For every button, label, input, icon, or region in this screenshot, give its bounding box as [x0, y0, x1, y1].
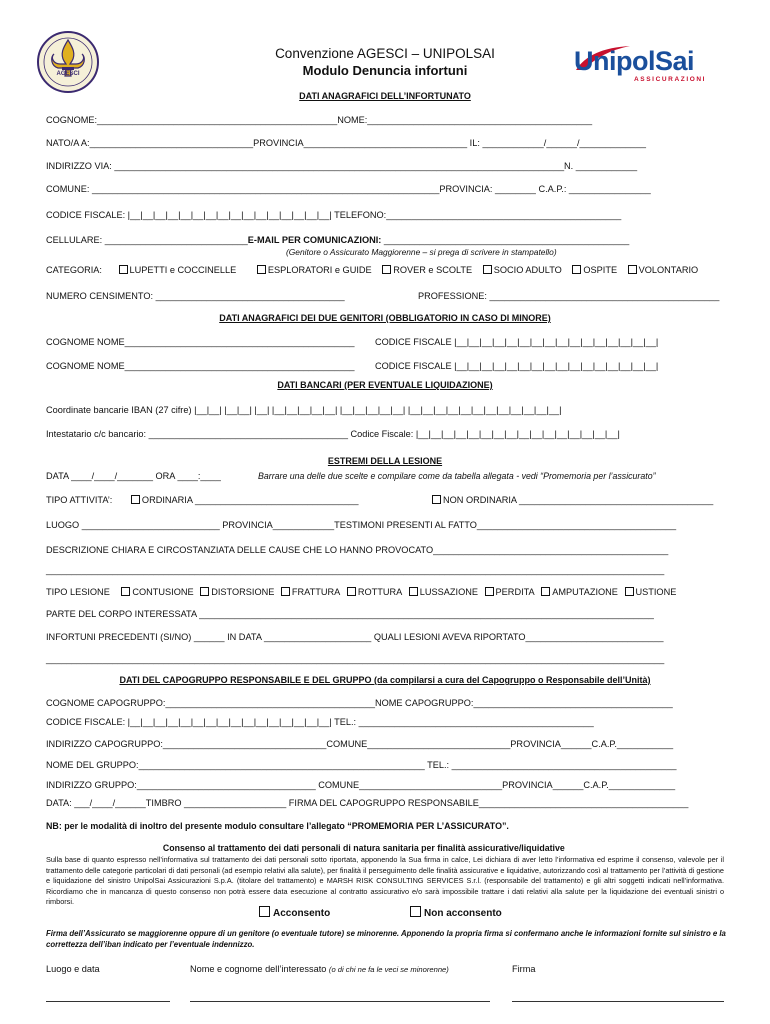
row-censimento[interactable]: NUMERO CENSIMENTO: _____________________________________: [46, 291, 345, 301]
row-data-timbro-firma[interactable]: DATA: ___/____/______TIMBRO ____________________ FIRMA DEL CAPOGRUPPO RESPONSABILE_________________________________________: [46, 798, 689, 808]
row-categoria: [46, 265, 698, 275]
checkbox-icon: [131, 495, 140, 504]
row-infortuni-precedenti[interactable]: INFORTUNI PRECEDENTI (SI/NO) ______ IN DATA _____________________ QUALI LESIONI AVEVA RIPORTATO___________________________: [46, 632, 664, 642]
checkbox-rottura[interactable]: ROTTURA: [347, 587, 402, 597]
checkbox-icon: [541, 587, 550, 596]
checkbox-icon: [432, 495, 441, 504]
genitore2-nome[interactable]: COGNOME NOME_____________________________________________: [46, 361, 355, 371]
firma-line[interactable]: [512, 1001, 724, 1002]
section-lesione: ESTREMI DELLA LESIONE: [327, 456, 443, 466]
nome-cognome-note: (o di chi ne fa le veci se minorenne): [328, 965, 449, 974]
checkbox-icon: [572, 265, 581, 274]
checkbox-socio-adulto[interactable]: SOCIO ADULTO: [483, 265, 562, 275]
row-capogruppo-cf[interactable]: CODICE FISCALE: |__|__|__|__|__|__|__|__|__|__|__|__|__|__|__|__| TEL.: ______________________________________________: [46, 717, 594, 727]
checkbox-icon: [259, 906, 270, 917]
row-parte-corpo[interactable]: PARTE DEL CORPO INTERESSATA _________________________________________________________________________________________: [46, 609, 654, 619]
checkbox-acconsento[interactable]: Acconsento: [259, 906, 330, 919]
checkbox-icon: [625, 587, 634, 596]
privacy-title: Consenso al trattamento dei dati personali di natura sanitaria per finalità assicurative/liquidative: [162, 843, 565, 853]
cellulare-field[interactable]: CELLULARE: ____________________________: [46, 235, 248, 245]
firma-label: Firma: [512, 964, 536, 974]
email-field[interactable]: ________________________________________________: [381, 235, 630, 245]
nome-cognome-line[interactable]: [190, 1001, 490, 1002]
page-subtitle: Modulo Denuncia infortuni: [302, 63, 468, 78]
checkbox-non-ordinaria[interactable]: NON ORDINARIA ______________________________________: [432, 495, 713, 505]
row-indirizzo[interactable]: INDIRIZZO VIA: ________________________________________________________________________________________N. ____________: [46, 161, 638, 171]
checkbox-amputazione[interactable]: AMPUTAZIONE: [541, 587, 618, 597]
firma-note: Firma dell’Assicurato se maggiorenne oppure di un genitore (o eventuale tutore) se minorenne. Apponendo la propria firma si confermano anche le informazioni fornite sul sinistro e la correttezza dell’iban indicato per l’eventuale indennizzo.: [46, 929, 726, 949]
checkbox-icon: [121, 587, 130, 596]
checkbox-icon: [485, 587, 494, 596]
checkbox-icon: [281, 587, 290, 596]
checkbox-icon: [257, 265, 266, 274]
checkbox-ustione[interactable]: USTIONE: [625, 587, 677, 597]
checkbox-frattura[interactable]: FRATTURA: [281, 587, 340, 597]
checkbox-icon: [483, 265, 492, 274]
row-nascita[interactable]: NATO/A A:________________________________PROVINCIA________________________________ IL: ____________/______/_____________: [46, 138, 646, 148]
page-title: Convenzione AGESCI – UNIPOLSAI: [275, 46, 495, 61]
email-label: E-MAIL PER COMUNICAZIONI:: [247, 235, 382, 245]
checkbox-rover[interactable]: ROVER e SCOLTE: [382, 265, 472, 275]
checkbox-icon: [628, 265, 637, 274]
row-indirizzo-gruppo[interactable]: INDIRIZZO GRUPPO:___________________________________ COMUNE____________________________PROVINCIA______C.A.P._____________: [46, 780, 676, 790]
row-cognome-nome[interactable]: COGNOME:_______________________________________________NOME:____________________________________________: [46, 115, 593, 125]
agesci-logo-text: AGESCI: [56, 71, 80, 77]
checkbox-non-acconsento[interactable]: Non acconsento: [410, 906, 502, 919]
checkbox-ospite[interactable]: OSPITE: [572, 265, 617, 275]
checkbox-lussazione[interactable]: LUSSAZIONE: [409, 587, 478, 597]
checkbox-distorsione[interactable]: DISTORSIONE: [200, 587, 274, 597]
checkbox-volontario[interactable]: VOLONTARIO: [628, 265, 699, 275]
row-nome-gruppo[interactable]: NOME DEL GRUPPO:________________________________________________________ TEL.: ____________________________________________: [46, 760, 677, 770]
checkbox-icon: [347, 587, 356, 596]
privacy-text: Sulla base di quanto espresso nell’informativa sul trattamento dei dati personali sotto riportata, apponendo la Sua firma in calce, Lei dichiara di aver letto l’informativa ed esprime il consenso, valevole per il trattamento delle categorie particolari di dati personali (ad esempio relativi alla salute), per finalità il perseguimento delle finalità assicurative e liquidative, autorizzando così al trattamento per l’attività di gestione e liquidazione del sinistro UnipolSai Assicurazioni S.p.A. (titolare del trattamento) e MARSH RISK CONSULTING SERVICES S.r.l. (responsabile del trattamento) e gli altri soggetti indicati nell’informativa. Ricordiamo che in mancanza di questo consenso non potrà essere data esecuzione al contratto assicurativo e/o sarà impossibile trattare i dati relativi alla salute per la liquidazione dei eventuali sinistri o rimborsi.: [46, 855, 724, 907]
checkbox-icon: [200, 587, 209, 596]
barrare-note: Barrare una delle due scelte e compilare come da tabella allegata - vedi “Promemoria per l’assicurato”: [258, 471, 656, 481]
row-comune[interactable]: COMUNE: ____________________________________________________________________PROVINCIA: ________ C.A.P.: ________________: [46, 184, 651, 194]
row-professione[interactable]: PROFESSIONE: _____________________________________________: [418, 291, 720, 301]
row-data-ora[interactable]: DATA ____/____/_______ ORA ____:____: [46, 471, 221, 481]
genitore1-cf[interactable]: CODICE FISCALE |__|__|__|__|__|__|__|__|__|__|__|__|__|__|__|__|: [375, 337, 659, 347]
row-tipo-attivita: [46, 495, 359, 505]
row-intestatario[interactable]: Intestatario c/c bancario: _______________________________________ Codice Fiscale: |__|__|__|__|__|__|__|__|__|__|__|__|__|__|__|__|: [46, 429, 620, 439]
checkbox-icon: [409, 587, 418, 596]
nb-note: NB: per le modalità di inoltro del presente modulo consultare l’allegato “PROMEMORIA PER L’ASSICURATO”.: [46, 821, 509, 831]
row-luogo[interactable]: LUOGO ___________________________ PROVINCIA____________TESTIMONI PRESENTI AL FATTO_______________________________________: [46, 520, 677, 530]
luogo-data-line[interactable]: [46, 1001, 170, 1002]
nome-cognome-label: Nome e cognome dell’interessato (o di chi ne fa le veci se minorenne): [190, 964, 449, 974]
checkbox-icon: [382, 265, 391, 274]
brand-name: UnipolSai: [574, 46, 695, 76]
genitore2-cf[interactable]: CODICE FISCALE |__|__|__|__|__|__|__|__|__|__|__|__|__|__|__|__|: [375, 361, 659, 371]
row-capogruppo-nome[interactable]: COGNOME CAPOGRUPPO:_________________________________________NOME CAPOGRUPPO:_______________________________________: [46, 698, 673, 708]
row-codice-fiscale[interactable]: CODICE FISCALE: |__|__|__|__|__|__|__|__|__|__|__|__|__|__|__|__| TELEFONO:______________________________________________: [46, 210, 622, 220]
row-precedenti-blank[interactable]: _________________________________________________________________________________________________________________________: [46, 654, 665, 664]
categoria-label: CATEGORIA:: [46, 265, 102, 275]
checkbox-contusione[interactable]: CONTUSIONE: [121, 587, 193, 597]
checkbox-esploratori[interactable]: ESPLORATORI e GUIDE: [257, 265, 372, 275]
row-descrizione[interactable]: DESCRIZIONE CHIARA E CIRCOSTANZIATA DELLE CAUSE CHE LO HANNO PROVOCATO______________________________________________: [46, 545, 669, 555]
checkbox-lupetti[interactable]: LUPETTI e COCCINELLE: [119, 265, 237, 275]
email-note: (Genitore o Assicurato Maggiorenne – si prega di scrivere in stampatello): [286, 247, 557, 257]
section-infortunato: DATI ANAGRAFICI DELL’INFORTUNATO: [299, 91, 471, 101]
row-iban[interactable]: Coordinate bancarie IBAN (27 cifre) |__|__| |__|__| |__| |__|__|__|__|__| |__|__|__|__|__| |__|__|__|__|__|__|__|__|__|__|__|__|: [46, 405, 562, 415]
section-bancari: DATI BANCARI (PER EVENTUALE LIQUIDAZIONE): [277, 380, 493, 390]
row-descrizione-blank[interactable]: _________________________________________________________________________________________________________________________: [46, 565, 665, 575]
tipo-attivita-label: TIPO ATTIVITA’:: [46, 495, 113, 505]
section-genitori: DATI ANAGRAFICI DEI DUE GENITORI (OBBLIGATORIO IN CASO DI MINORE): [219, 313, 551, 323]
unipolsai-logo: [570, 40, 720, 86]
luogo-data-label: Luogo e data: [46, 964, 100, 974]
agesci-logo: [36, 30, 100, 94]
row-cellulare-email: [46, 235, 629, 245]
row-capogruppo-indirizzo[interactable]: INDIRIZZO CAPOGRUPPO:________________________________COMUNE____________________________PROVINCIA______C.A.P.___________: [46, 739, 674, 749]
checkbox-perdita[interactable]: PERDITA: [485, 587, 535, 597]
row-tipo-lesione: [46, 587, 676, 597]
section-capogruppo: DATI DEL CAPOGRUPPO RESPONSABILE E DEL GRUPPO (da compilarsi a cura del Capogruppo o Responsabile dell’Unità): [119, 675, 651, 685]
checkbox-icon: [410, 906, 421, 917]
brand-tagline: ASSICURAZIONI: [634, 76, 707, 83]
genitore1-nome[interactable]: COGNOME NOME_____________________________________________: [46, 337, 355, 347]
checkbox-ordinaria[interactable]: ORDINARIA ________________________________: [131, 495, 359, 505]
checkbox-icon: [119, 265, 128, 274]
tipo-lesione-label: TIPO LESIONE: [46, 587, 110, 597]
